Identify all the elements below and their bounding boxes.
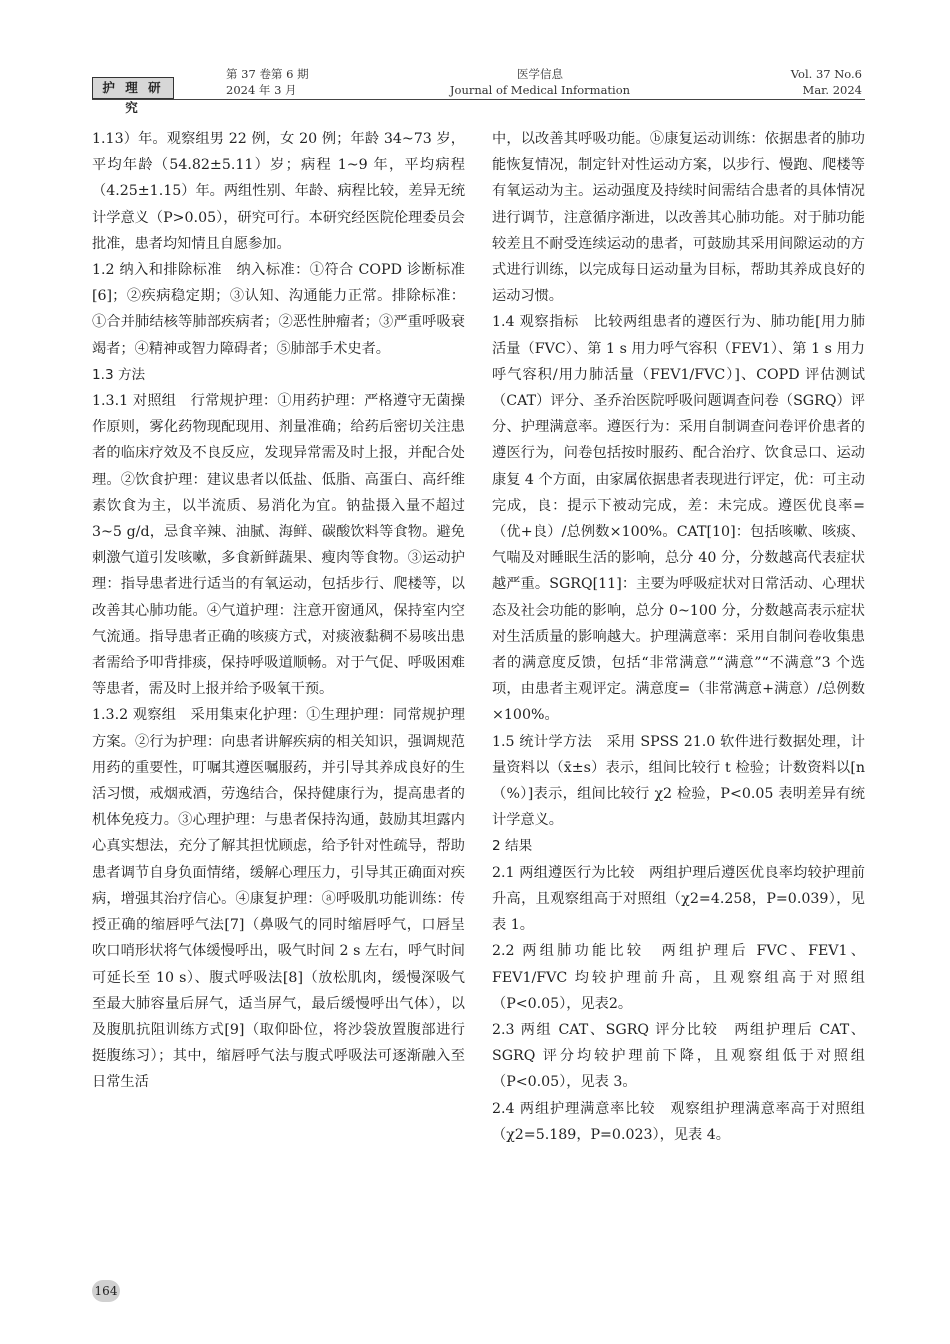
left-column bbox=[92, 126, 465, 1096]
volume-en: Vol. 37 No.6 bbox=[790, 67, 862, 81]
paragraph: 2.3 两组 CAT、SGRQ 评分比较 两组护理后 CAT、SGRQ 评分均较护理前下降，且观察组低于对照组（P<0.05），见表 3。 bbox=[492, 1021, 865, 1091]
paragraph: 1.13）年。观察组男 22 例，女 20 例；年龄 34~73 岁，平均年龄（54.82±5.11）岁；病程 1~9 年，平均病程（4.25±1.15）年。两组性别、年龄、病程比较，差异无统计学意义（P>0.05），研究可行。本研究经医院伦理委员会批准，患者均知情且自愿参加。 bbox=[92, 131, 466, 252]
paragraph: 2.1 两组遵医行为比较 两组护理后遵医优良率均较护理前升高，且观察组高于对照组（χ2=4.258，P=0.039），见表 1。 bbox=[492, 864, 865, 934]
paragraph: 中，以改善其呼吸功能。ⓑ康复运动训练：依据患者的肺功能恢复情况，制定针对性运动方案，以步行、慢跑、爬楼等有氧运动为主。运动强度及持续时间需结合患者的具体情况进行调节，注意循序渐进，以改善其心肺功能。对于肺功能较差且不耐受连续运动的患者，可鼓励其采用间隙运动的方式进行训练，以完成每日运动量为目标，帮助其养成良好的运动习惯。 bbox=[492, 131, 865, 305]
paragraph: 1.5 统计学方法 采用 SPSS 21.0 软件进行数据处理，计量资料以（x̄±s）表示，组间比较行 t 检验；计数资料以[n（%）]表示，组间比较行 χ2 检验，P<0.05 表明差异有统计学意义。 bbox=[492, 733, 865, 829]
paragraph: 2.2 两组肺功能比较 两组护理后 FVC、FEV1、FEV1/FVC 均较护理前升高，且观察组高于对照组（P<0.05），见表2。 bbox=[492, 943, 865, 1012]
paragraph: 2.4 两组护理满意率比较 观察组护理满意率高于对照组（χ2=5.189，P=0.023），见表 4。 bbox=[492, 1100, 865, 1143]
date-en: Mar. 2024 bbox=[802, 83, 862, 97]
paragraph: 1.4 观察指标 比较两组患者的遵医行为、肺功能[用力肺活量（FVC）、第 1 s 用力呼气容积（FEV1）、第 1 s 用力呼气容积/用力肺活量（FEV1/FVC）]、COPD 评估测试（CAT）评分、圣乔治医院呼吸问题调查问卷（SGRQ）评分、护理满意率。遵医行为：采用自制调查问卷评价患者的遵医行为，问卷包括按时服药、配合治疗、饮食忌口、运动康复 4 个方面，由家属依据患者表现进行评定，优：可主动完成，良：提示下被动完成，差：未完成。遵医优良率=（优+良）/总例数×100%。CAT[10]：包括咳嗽、咳痰、气喘及对睡眠生活的影响，总分 40 分，分数越高代表症状越严重。SGRQ[11]：主要为呼吸症状对日常活动、心理状态及社会功能的影响，总分 0~100 分，分数越高表示症状对生活质量的影响越大。护理满意率：采用自制问卷收集患者的满意度反馈，包括“非常满意”“满意”“不满意”3 个选项，由患者主观评定。满意度=（非常满意+满意）/总例数×100%。 bbox=[492, 314, 865, 724]
paragraph: 1.3.1 对照组 行常规护理：①用药护理：严格遵守无菌操作原则，雾化药物现配现用、剂量准确；给药后密切关注患者的临床疗效及不良反应，发现异常需及时上报，并配合处理。②饮食护理：建议患者以低盐、低脂、高蛋白、高纤维素饮食为主，以半流质、易消化为宜。钠盐摄入量不超过 3~5 g/d，忌食辛辣、油腻、海鲜、碳酸饮料等食物。避免刺激气道引发咳嗽，多食新鲜蔬果、瘦肉等食物。③运动护理：指导患者进行适当的有氧运动，包括步行、爬楼等，以改善其心肺功能。④气道护理：注意开窗通风，保持室内空气流通。指导患者正确的咳痰方式，对痰液黏稠不易咳出患者需给予叩背排痰，保持呼吸道顺畅。对于气促、呼吸困难等患者，需及时上报并给予吸氧干预。 bbox=[92, 393, 465, 698]
section-label: 护 理 研 究 bbox=[92, 77, 174, 99]
paragraph: 1.2 纳入和排除标准 纳入标准：①符合 COPD 诊断标准[6]；②疾病稳定期；③认知、沟通能力正常。排除标准：①合并肺结核等肺部疾病者；②恶性肿瘤者；③严重呼吸衰竭者；④精神或智力障碍者；⑤肺部手术史者。 bbox=[92, 262, 465, 357]
volume-cn: 第 37 卷第 6 期 bbox=[226, 67, 309, 81]
journal-cn: 医学信息 bbox=[517, 67, 563, 81]
header-rule bbox=[92, 99, 865, 100]
right-column bbox=[492, 126, 865, 1148]
date-cn: 2024 年 3 月 bbox=[226, 83, 297, 97]
section-heading: 1.3 方法 bbox=[92, 366, 146, 383]
paragraph: 1.3.2 观察组 采用集束化护理：①生理护理：同常规护理方案。②行为护理：向患者讲解疾病的相关知识，强调规范用药的重要性，叮嘱其遵医嘱服药，并引导其养成良好的生活习惯，戒烟戒酒，劳逸结合，保持健康行为，提高患者的机体免疫力。③心理护理：与患者保持沟通，鼓励其坦露内心真实想法，充分了解其担忧顾虑，给予针对性疏导，帮助患者调节自身负面情绪，缓解心理压力，引导其正确面对疾病，增强其治疗信心。④康复护理：ⓐ呼吸肌功能训练：传授正确的缩唇呼气法[7]（鼻吸气的同时缩唇呼气，口唇呈吹口哨形状将气体缓慢呼出，吸气时间 2 s 左右，呼气时间可延长至 10 s）、腹式呼吸法[8]（放松肌肉，缓慢深吸气至最大肺容量后屏气，适当屏气，最后缓慢呼出气体），以及腹肌抗阻训练方式[9]（取仰卧位，将沙袋放置腹部进行挺腹练习）；其中，缩唇呼气法与腹式呼吸法可逐渐融入至日常生活 bbox=[92, 707, 465, 1091]
page-number: 164 bbox=[92, 1280, 120, 1302]
section-heading: 2 结果 bbox=[492, 838, 533, 855]
journal-en: Journal of Medical Information bbox=[449, 83, 631, 97]
